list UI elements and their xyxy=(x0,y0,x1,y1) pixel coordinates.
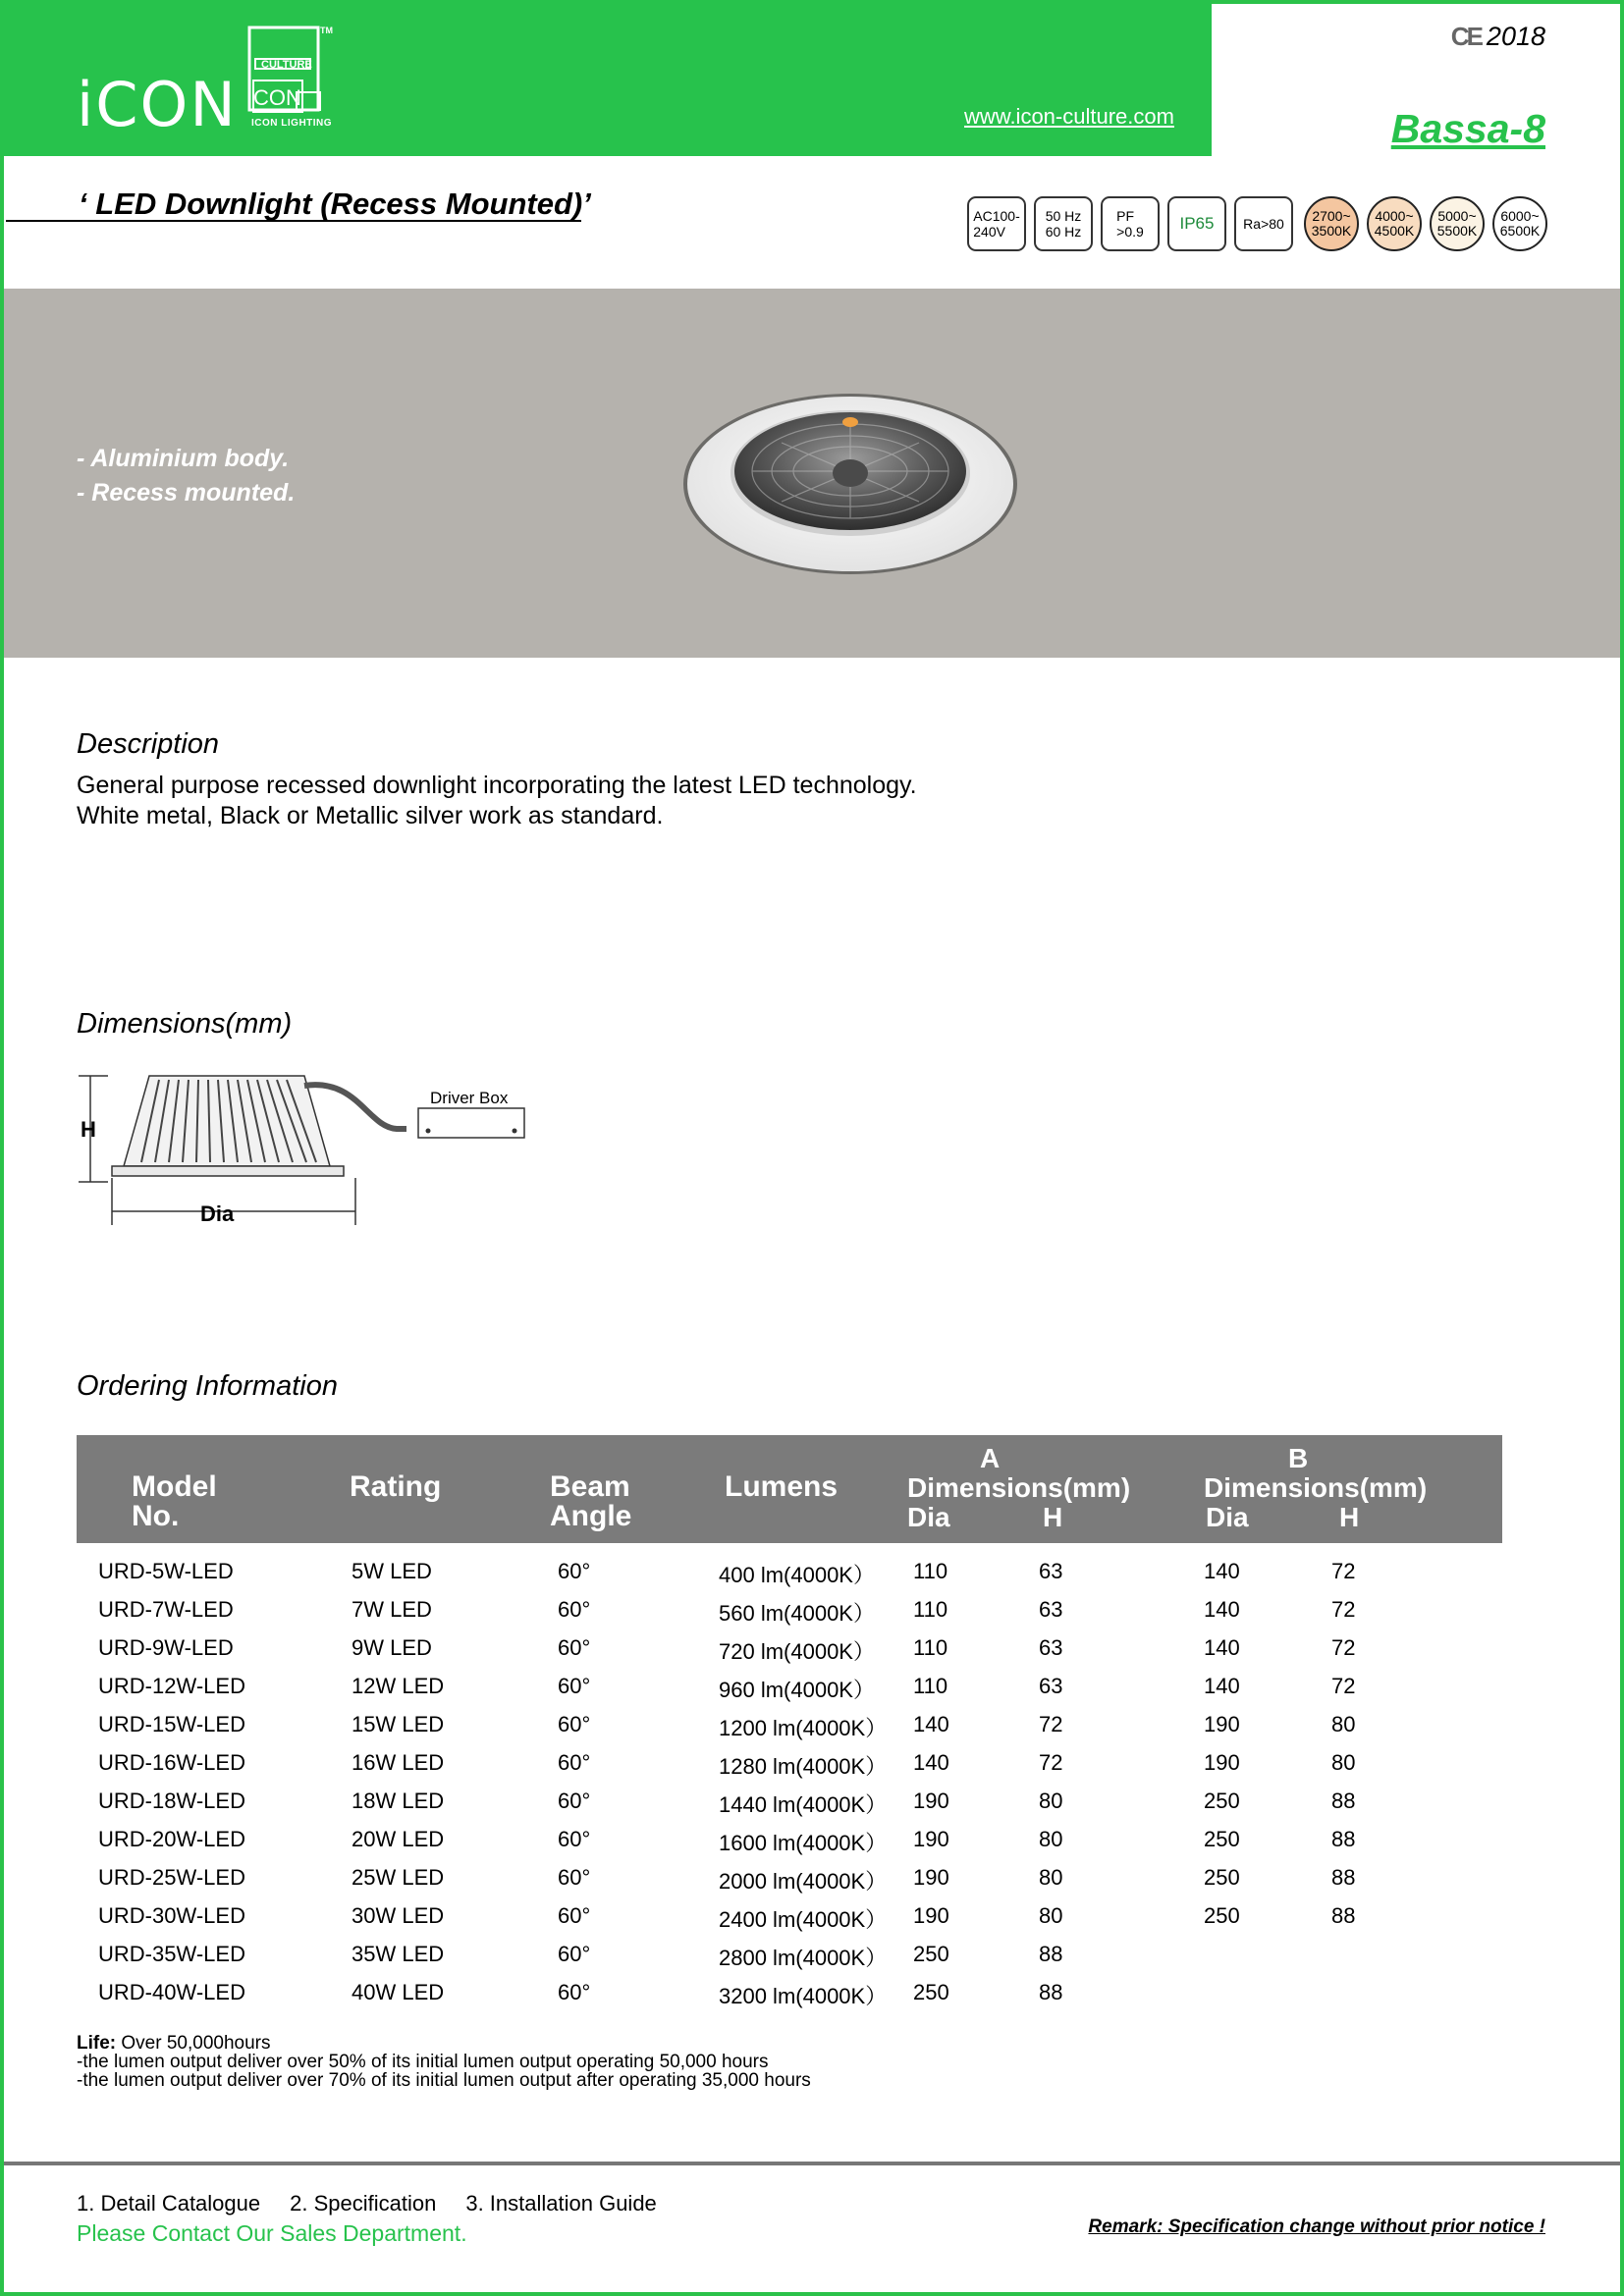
cell-model: URD-35W-LED xyxy=(98,1942,245,1966)
cell-rating: 15W LED xyxy=(352,1712,445,1736)
cell-lumens: 2800 lm(4000K） xyxy=(719,1946,888,1970)
cell-beam-angle: 60° xyxy=(558,1559,591,1583)
cell-a-dia: 140 xyxy=(913,1750,949,1775)
cell-b-h: 80 xyxy=(1331,1712,1356,1736)
cell-a-dia: 140 xyxy=(913,1712,949,1736)
header-b-h: H xyxy=(1339,1502,1360,1532)
cell-beam-angle: 60° xyxy=(558,1635,591,1660)
cell-b-dia: 190 xyxy=(1204,1712,1240,1736)
spec-badges xyxy=(967,196,1293,251)
header-b: B xyxy=(1288,1443,1309,1473)
cell-lumens: 3200 lm(4000K） xyxy=(719,1984,888,2008)
cell-b-h: 80 xyxy=(1331,1750,1356,1775)
footer-links xyxy=(77,2191,657,2216)
dim-h-label: H xyxy=(81,1117,96,1142)
cell-a-h: 63 xyxy=(1039,1674,1063,1698)
table-row xyxy=(77,1897,1502,1936)
table-row xyxy=(77,1706,1502,1744)
downlight-product-image xyxy=(683,389,1017,575)
cell-a-h: 72 xyxy=(1039,1750,1063,1775)
cell-lumens: 1440 lm(4000K） xyxy=(719,1792,888,1817)
cct-badge-5000: 5000~ 5500K xyxy=(1430,196,1485,251)
description-title: Description xyxy=(77,728,220,760)
cell-b-h: 72 xyxy=(1331,1597,1356,1622)
cell-rating: 30W LED xyxy=(352,1903,445,1928)
cell-a-h: 63 xyxy=(1039,1635,1063,1660)
hero-feature-list xyxy=(77,442,295,510)
header-b-dia: Dia xyxy=(1206,1502,1249,1532)
footer-divider xyxy=(4,2162,1620,2165)
cell-a-dia: 250 xyxy=(913,1980,949,2004)
cell-b-h: 88 xyxy=(1331,1865,1356,1890)
table-row xyxy=(77,1936,1502,1974)
cell-a-h: 63 xyxy=(1039,1559,1063,1583)
cell-beam-angle: 60° xyxy=(558,1827,591,1851)
ce-mark-icon: CE xyxy=(1450,22,1481,51)
header-model-line1: Model xyxy=(132,1470,217,1503)
cell-beam-angle: 60° xyxy=(558,1980,591,2004)
cell-rating: 12W LED xyxy=(352,1674,445,1698)
cell-model: URD-7W-LED xyxy=(98,1597,234,1622)
cell-model: URD-20W-LED xyxy=(98,1827,245,1851)
cri-badge: Ra>80 xyxy=(1234,196,1293,251)
cell-model: URD-25W-LED xyxy=(98,1865,245,1890)
cell-lumens: 2400 lm(4000K） xyxy=(719,1907,888,1932)
ordering-title: Ordering Information xyxy=(77,1370,338,1402)
cell-beam-angle: 60° xyxy=(558,1674,591,1698)
header-lumens: Lumens xyxy=(725,1470,839,1503)
header-model-line2: No. xyxy=(132,1500,180,1532)
cell-model: URD-30W-LED xyxy=(98,1903,245,1928)
cell-lumens: 1600 lm(4000K） xyxy=(719,1831,888,1855)
header-beam-line1: Beam xyxy=(550,1470,630,1503)
logo-subtitle: ICON LIGHTING xyxy=(251,118,333,129)
cell-b-h: 72 xyxy=(1331,1674,1356,1698)
frequency-badge: 50 Hz 60 Hz xyxy=(1034,196,1093,251)
table-row xyxy=(77,1553,1502,1591)
cell-a-h: 80 xyxy=(1039,1903,1063,1928)
website-link[interactable]: www.icon-culture.com xyxy=(964,104,1174,129)
contact-sales-text: Please Contact Our Sales Department. xyxy=(77,2220,467,2246)
description-line-1: General purpose recessed downlight incorporating the latest LED technology. xyxy=(77,772,917,799)
cell-lumens: 1280 lm(4000K） xyxy=(719,1754,888,1779)
cell-model: URD-18W-LED xyxy=(98,1789,245,1813)
ordering-table-header xyxy=(77,1435,1502,1543)
cell-model: URD-16W-LED xyxy=(98,1750,245,1775)
product-title: ‘ LED Downlight (Recess Mounted)’ xyxy=(79,187,591,221)
cell-beam-angle: 60° xyxy=(558,1903,591,1928)
cell-b-h: 72 xyxy=(1331,1635,1356,1660)
dimension-drawing xyxy=(73,1068,534,1235)
cell-rating: 16W LED xyxy=(352,1750,445,1775)
cell-a-dia: 190 xyxy=(913,1789,949,1813)
footer-link-specification[interactable]: 2. Specification xyxy=(290,2191,437,2216)
cell-b-dia: 250 xyxy=(1204,1903,1240,1928)
header-a-dia: Dia xyxy=(907,1502,950,1532)
cell-a-dia: 190 xyxy=(913,1903,949,1928)
cell-lumens: 960 lm(4000K） xyxy=(719,1678,875,1702)
cct-badges xyxy=(1304,196,1547,251)
power-factor-badge: PF >0.9 xyxy=(1101,196,1160,251)
voltage-badge: AC100- 240V xyxy=(967,196,1026,251)
cell-lumens: 2000 lm(4000K） xyxy=(719,1869,888,1894)
cell-b-dia: 140 xyxy=(1204,1559,1240,1583)
table-row xyxy=(77,1629,1502,1668)
table-row xyxy=(77,1821,1502,1859)
cell-a-h: 63 xyxy=(1039,1597,1063,1622)
trademark-text: TM xyxy=(320,26,333,35)
ordering-table-body xyxy=(77,1553,1502,2012)
cell-a-dia: 110 xyxy=(913,1559,948,1583)
cell-rating: 18W LED xyxy=(352,1789,445,1813)
footer-link-catalogue[interactable]: 1. Detail Catalogue xyxy=(77,2191,261,2216)
cell-beam-angle: 60° xyxy=(558,1942,591,1966)
cell-model: URD-12W-LED xyxy=(98,1674,245,1698)
cell-a-h: 72 xyxy=(1039,1712,1063,1736)
model-name: Bassa-8 xyxy=(1390,106,1545,151)
cell-model: URD-5W-LED xyxy=(98,1559,234,1583)
certification-year xyxy=(1451,22,1545,52)
cell-b-h: 72 xyxy=(1331,1559,1356,1583)
table-row xyxy=(77,1668,1502,1706)
cell-lumens: 720 lm(4000K） xyxy=(719,1639,875,1664)
cell-rating: 7W LED xyxy=(352,1597,432,1622)
cell-b-dia: 250 xyxy=(1204,1827,1240,1851)
cell-a-h: 80 xyxy=(1039,1827,1063,1851)
remark-text: Remark: Specification change without prior notice ! xyxy=(1088,2216,1545,2237)
cell-rating: 35W LED xyxy=(352,1942,445,1966)
hero-feature-2: - Recess mounted. xyxy=(77,479,296,507)
cell-a-dia: 110 xyxy=(913,1597,948,1622)
cell-model: URD-15W-LED xyxy=(98,1712,245,1736)
cell-a-dia: 190 xyxy=(913,1865,949,1890)
header-a: A xyxy=(980,1443,1001,1473)
cell-lumens: 1200 lm(4000K） xyxy=(719,1716,888,1740)
year-text: 2018 xyxy=(1486,22,1545,51)
header-b-dims: Dimensions(mm) xyxy=(1204,1472,1428,1503)
cell-a-h: 88 xyxy=(1039,1942,1063,1966)
cell-a-h: 88 xyxy=(1039,1980,1063,2004)
header-a-h: H xyxy=(1043,1502,1063,1532)
cell-beam-angle: 60° xyxy=(558,1789,591,1813)
dim-dia-label: Dia xyxy=(200,1201,235,1226)
table-row xyxy=(77,1783,1502,1821)
cell-lumens: 560 lm(4000K） xyxy=(719,1601,875,1626)
cct-badge-6000: 6000~ 6500K xyxy=(1492,196,1547,251)
cell-b-dia: 140 xyxy=(1204,1674,1240,1698)
cell-rating: 5W LED xyxy=(352,1559,432,1583)
description-text xyxy=(77,771,917,831)
header-beam xyxy=(550,1472,631,1531)
cell-rating: 9W LED xyxy=(352,1635,432,1660)
header-model xyxy=(132,1472,217,1531)
header-rating: Rating xyxy=(350,1470,442,1503)
footer-link-installation[interactable]: 3. Installation Guide xyxy=(465,2191,657,2216)
cct-badge-2700: 2700~ 3500K xyxy=(1304,196,1359,251)
cell-a-dia: 250 xyxy=(913,1942,949,1966)
cell-rating: 40W LED xyxy=(352,1980,445,2004)
driver-box-label: Driver Box xyxy=(430,1089,509,1107)
cct-badge-4000: 4000~ 4500K xyxy=(1367,196,1422,251)
description-line-2: White metal, Black or Metallic silver work as standard. xyxy=(77,802,664,829)
cell-rating: 20W LED xyxy=(352,1827,445,1851)
table-row xyxy=(77,1744,1502,1783)
cell-a-dia: 110 xyxy=(913,1674,948,1698)
cell-a-h: 80 xyxy=(1039,1865,1063,1890)
cell-model: URD-40W-LED xyxy=(98,1980,245,2004)
cell-b-dia: 190 xyxy=(1204,1750,1240,1775)
cell-a-dia: 110 xyxy=(913,1635,948,1660)
cell-lumens: 400 lm(4000K） xyxy=(719,1563,875,1587)
life-label: Life: xyxy=(77,2033,117,2054)
cell-beam-angle: 60° xyxy=(558,1865,591,1890)
life-value: Over 50,000hours xyxy=(121,2033,271,2054)
cell-b-dia: 250 xyxy=(1204,1789,1240,1813)
cell-b-h: 88 xyxy=(1331,1827,1356,1851)
dimensions-title: Dimensions(mm) xyxy=(77,1008,293,1040)
cell-beam-angle: 60° xyxy=(558,1750,591,1775)
cell-b-h: 88 xyxy=(1331,1789,1356,1813)
cell-a-dia: 190 xyxy=(913,1827,949,1851)
header-a-dims: Dimensions(mm) xyxy=(907,1472,1131,1503)
cell-model: URD-9W-LED xyxy=(98,1635,234,1660)
ip-rating-badge: IP65 xyxy=(1167,196,1226,251)
table-row xyxy=(77,1974,1502,2012)
logo-text: iCON xyxy=(77,69,238,140)
cell-b-dia: 140 xyxy=(1204,1635,1240,1660)
hero-feature-1: - Aluminium body. xyxy=(77,445,290,472)
logo-mark-icon xyxy=(247,24,338,122)
header-beam-line2: Angle xyxy=(550,1500,632,1532)
life-note-1: -the lumen output deliver over 50% of its initial lumen output operating 50,000 hours xyxy=(77,2052,769,2072)
cell-beam-angle: 60° xyxy=(558,1597,591,1622)
cell-b-dia: 250 xyxy=(1204,1865,1240,1890)
table-row xyxy=(77,1859,1502,1897)
cell-beam-angle: 60° xyxy=(558,1712,591,1736)
logo-mark-bottom-text: CON xyxy=(253,85,301,110)
life-note-2: -the lumen output deliver over 70% of its initial lumen output after operating 35,000 hours xyxy=(77,2070,811,2091)
life-line xyxy=(77,2034,811,2053)
life-info xyxy=(77,2034,811,2090)
logo-mark-top-text: CULTURE xyxy=(261,59,312,71)
table-row xyxy=(77,1591,1502,1629)
cell-b-dia: 140 xyxy=(1204,1597,1240,1622)
cell-a-h: 80 xyxy=(1039,1789,1063,1813)
cell-rating: 25W LED xyxy=(352,1865,445,1890)
cell-b-h: 88 xyxy=(1331,1903,1356,1928)
